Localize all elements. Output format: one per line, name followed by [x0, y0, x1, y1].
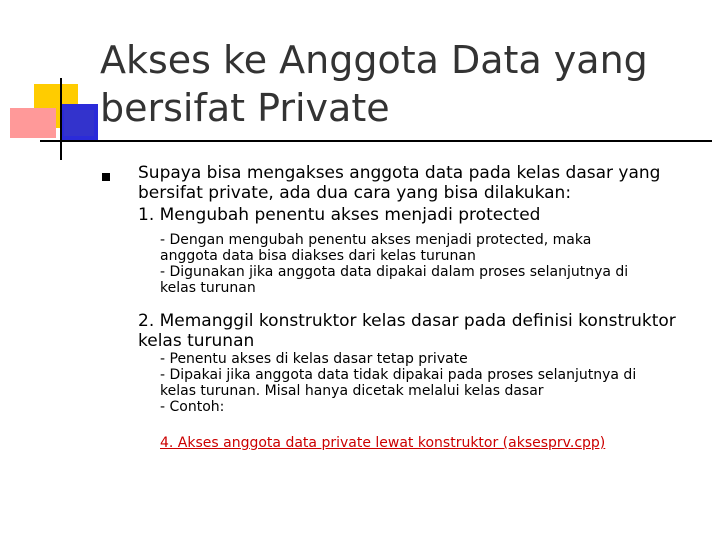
- decor-blue-inner: [64, 110, 94, 136]
- decor-vertical-line: [60, 78, 62, 160]
- item-1-details: - Dengan mengubah penentu akses menjadi protected, maka anggota data bisa diakses dari kelas turunan - Digunakan jika anggota data dipakai dalam proses selanjutnya di kelas turunan: [160, 232, 629, 296]
- bullet-text: Supaya bisa mengakses anggota data pada kelas dasar yang bersifat private, ada dua cara yang bisa dilakukan:: [138, 163, 661, 203]
- decor-horizontal-line: [40, 140, 712, 142]
- bullet-square-icon: [102, 173, 110, 181]
- item-2: 2. Memanggil konstruktor kelas dasar pada definisi konstruktor kelas turunan: [138, 311, 676, 351]
- decor-red-rect: [10, 108, 56, 138]
- slide-title: Akses ke Anggota Data yang bersifat Private: [100, 38, 648, 130]
- item-2-details: - Penentu akses di kelas dasar tetap private - Dipakai jika anggota data tidak dipakai pada proses selanjutnya di kelas turunan. Misal hanya dicetak melalui kelas dasar - Contoh:: [160, 351, 637, 415]
- item-1: 1. Mengubah penentu akses menjadi protected: [138, 205, 541, 225]
- example-link[interactable]: 4. Akses anggota data private lewat konstruktor (aksesprv.cpp): [160, 435, 606, 451]
